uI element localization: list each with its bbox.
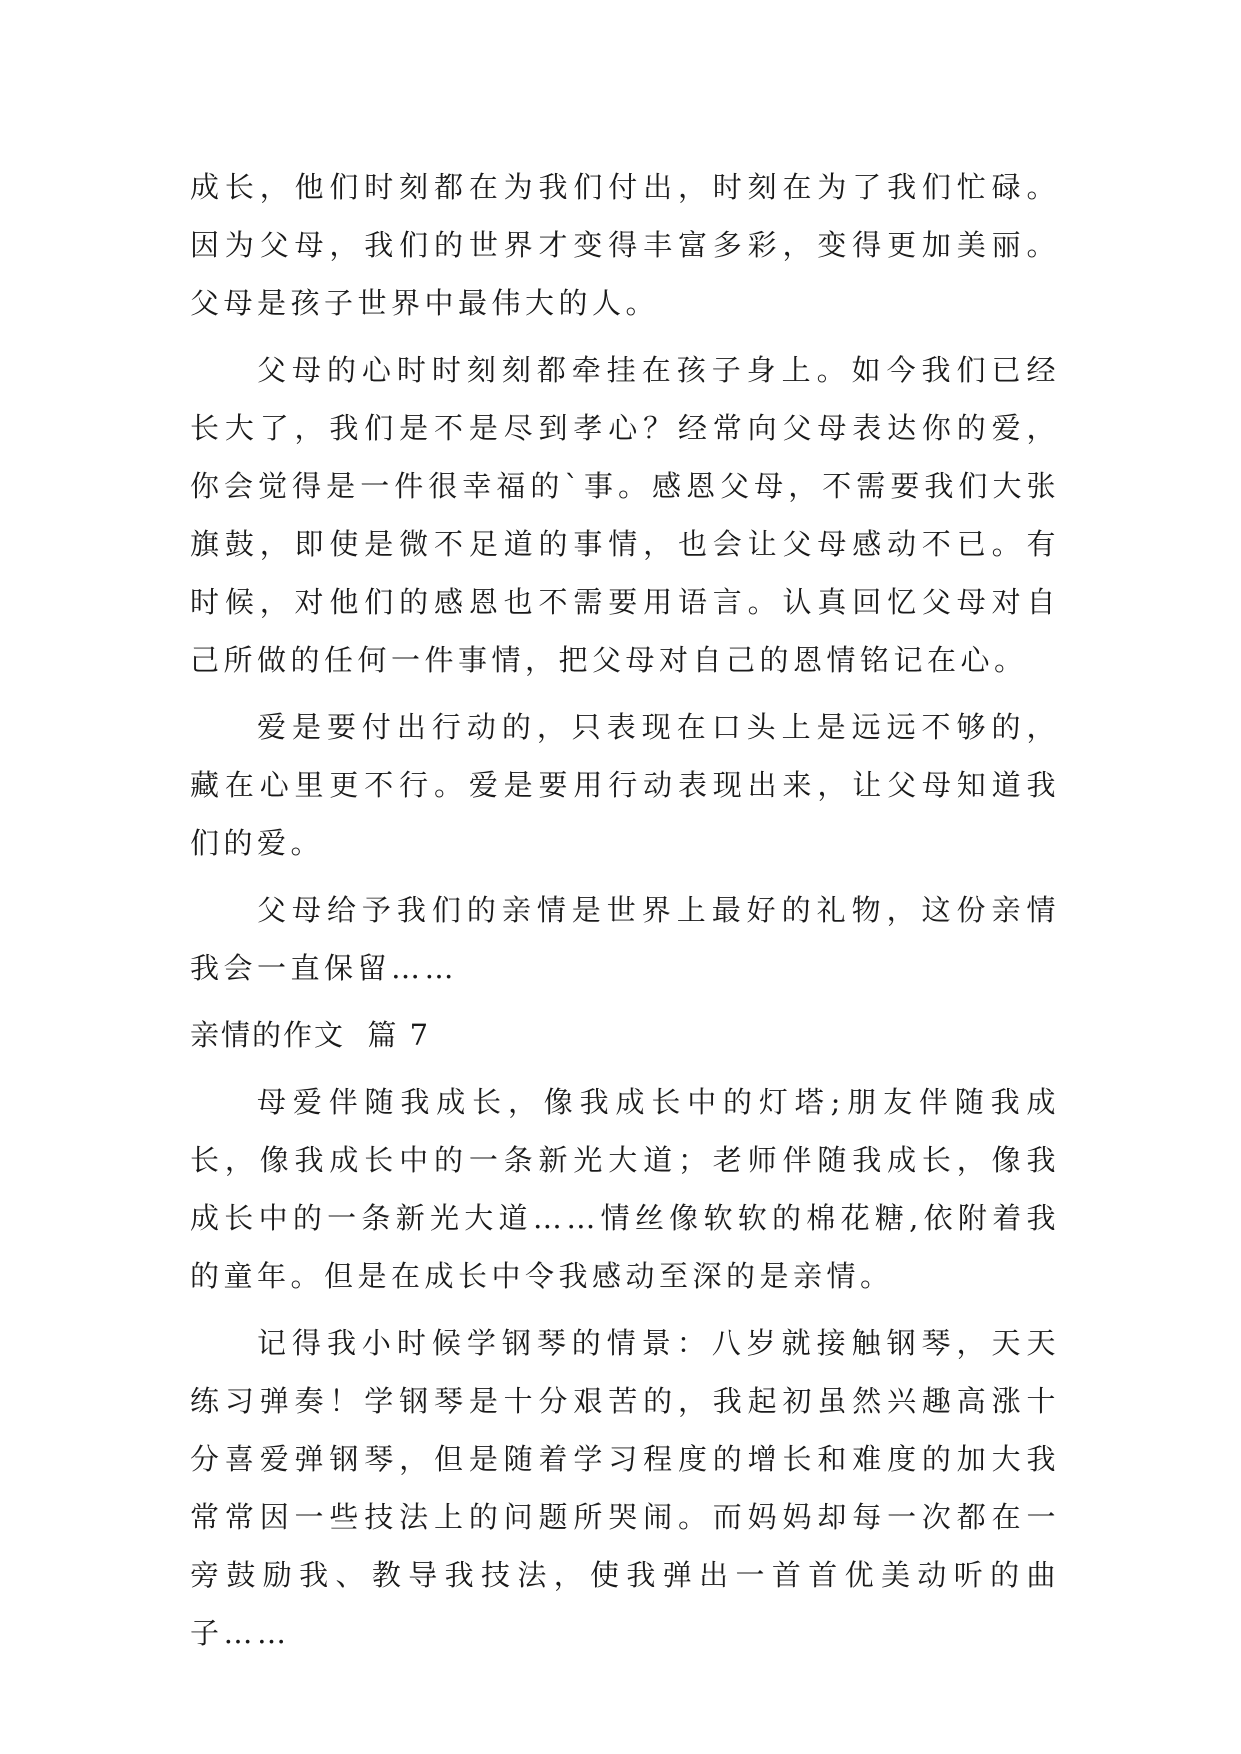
paragraph-4: 父母给予我们的亲情是世界上最好的礼物，这份亲情我会一直保留…… — [190, 893, 1060, 985]
paragraph-3: 爱是要付出行动的，只表现在口头上是远远不够的，藏在心里更不行。爱是要用行动表现出来，让父母知道我们的爱。 — [190, 710, 1060, 860]
paragraph-2: 父母的心时时刻刻都牵挂在孩子身上。如今我们已经长大了，我们是不是尽到孝心？经常向父母表达你的爱，你会觉得是一件很幸福的`事。感恩父母，不需要我们大张旗鼓，即使是微不足道的事情，也会让父母感动不已。有时候，对他们的感恩也不需要用语言。认真回忆父母对自己所做的任何一件事情，把父母对自己的恩情铭记在心。 — [190, 353, 1060, 677]
paragraph-5: 母爱伴随我成长，像我成长中的灯塔;朋友伴随我成长，像我成长中的一条新光大道；老师伴随我成长，像我成长中的一条新光大道……情丝像软软的棉花糖,依附着我的童年。但是在成长中令我感动至深的是亲情。 — [190, 1085, 1060, 1293]
paragraph-1: 成长，他们时刻都在为我们付出，时刻在为了我们忙碌。因为父母，我们的世界才变得丰富多彩，变得更加美丽。父母是孩子世界中最伟大的人。 — [190, 170, 1060, 320]
document-body — [190, 158, 1060, 1671]
section-heading: 亲情的作文 篇 7 — [190, 1018, 431, 1052]
paragraph-6: 记得我小时候学钢琴的情景：八岁就接触钢琴，天天练习弹奏！学钢琴是十分艰苦的，我起初虽然兴趣高涨十分喜爱弹钢琴，但是随着学习程度的增长和难度的加大我常常因一些技法上的问题所哭闹。而妈妈却每一次都在一旁鼓励我、教导我技法，使我弹出一首首优美动听的曲子…… — [190, 1326, 1060, 1650]
